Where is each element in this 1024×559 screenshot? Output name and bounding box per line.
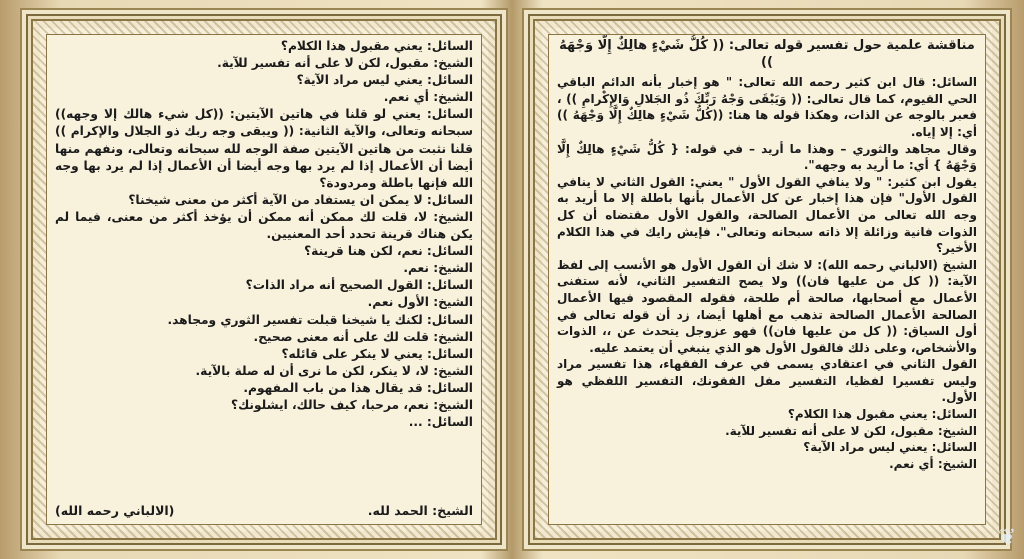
closing-line: الشيخ: الحمد لله. [367, 503, 473, 518]
signature: (الالباني رحمه الله) [55, 503, 175, 518]
left-page-content-area [46, 34, 482, 525]
left-line: السائل: يعني ليس مراد الآية؟ [296, 73, 473, 88]
right-page-text [549, 35, 985, 472]
left-page-ornamental-border [33, 21, 495, 538]
right-line: وقال مجاهد والثوري – وهذا ما أريد – في قوله: { كُلُّ شَيْءٍ هالِكٌ إِلَّا وَجْهَهُ } أي: ما أريد به وجهه". [557, 141, 977, 173]
left-line: السائل: يعني لا ينكر على قائله؟ [281, 346, 473, 361]
left-page [20, 8, 508, 551]
left-line: السائل: لا يمكن ان يستفاد من الآية أكثر من معنى شيخنا؟ [128, 192, 473, 207]
right-line: الشيخ (الالباني رحمه الله): لا شك أن القول الأول هو الأنسب إلى لفظ الآية: (( كل من عليها فان)) ولا يصح التفسير الثاني، لأنه ستفنى الأعمال مع أصحابها، صالحة أم طلحة، فقوله المقصود فيها الأعمال الصالحة الأعمال الصالحة تذهب مع أهلها أيضا، زد أن قوله تعالى في أول السياق: (( كل من عليها فان)) فهو عزوجل يتحدث عن ،، الذوات والأشخاص، وعلى ذلك فالقول الأول هو الذي ينبغي أن يعتمد عليه. [557, 257, 977, 355]
page-title: مناقشة علمية حول تفسير قوله تعالى: (( كُلُّ شَيْءٍ هالِكٌ إِلَّا وَجْهَهُ )) [559, 38, 975, 70]
left-line: السائل: يعني مقبول هذا الكلام؟ [280, 39, 473, 53]
left-line: السائل: لكنك يا شيخنا قبلت تفسير الثوري ومجاهد. [167, 312, 473, 327]
right-page-content-area [548, 34, 986, 525]
left-page-footer [55, 503, 473, 518]
right-line: السائل: يعني مقبول هذا الكلام؟ [787, 407, 977, 422]
left-line: الشيخ: قلت لك على أنه معنى صحيح. [253, 329, 473, 344]
left-line: الشيخ: لا، قلت لك ممكن أنه ممكن أن يؤخذ أكثر من معنى، فيما لم يكن هناك قرينة تحدد أحد المعنيين. [55, 209, 473, 242]
left-line: الشيخ: مقبول، لكن لا على أنه تفسير للآية. [217, 56, 473, 71]
left-page-text [47, 35, 481, 431]
left-line: الشيخ: أي نعم. [383, 90, 473, 105]
white-leaf-ornament-icon: ❦ [997, 525, 1017, 550]
right-page [522, 8, 1012, 551]
left-line: الشيخ: نعم، مرحبا، كيف حالك، ايشلونك؟ [231, 397, 473, 412]
right-line: يقول ابن كثير: " ولا ينافي القول الأول " يعني: القول الثاني لا ينافي القول الأول" فإن هذا إخبار عن كل الأعمال بأنها باطلة إلا ما أريد به وجه الله تعالى من الأعمال الصالحة، والقول الأول مقتضاه أن كل الذوات فانية وزائلة إلا ذاته سبحانه وتعالى". فإيش رايك في هذا الكلام الأخير؟ [557, 174, 977, 256]
right-page-ornamental-border [535, 21, 999, 538]
right-line: الشيخ: مقبول، لكن لا على أنه تفسير للآية. [725, 423, 977, 438]
left-line: السائل: ... [408, 415, 473, 430]
right-line: الشيخ: أي نعم. [889, 456, 977, 471]
left-line: السائل: قد يقال هذا من باب المفهوم. [243, 380, 473, 395]
right-line: السائل: يعني ليس مراد الآية؟ [803, 440, 977, 455]
left-line: السائل: القول الصحيح أنه مراد الذات؟ [245, 278, 473, 293]
left-line: الشيخ: لا، لا ينكر، لكن ما نرى أن له صلة بالآية. [195, 363, 473, 378]
left-line: الشيخ: نعم. [403, 261, 473, 276]
left-line: السائل: يعني لو قلنا في هاتين الآيتين: ((كل شيء هالك إلا وجهه)) سبحانه وتعالى، والآية الثانية: (( ويبقى وجه ربك ذو الجلال والإكرام )) قلنا نثبت من هاتين الآيتين صفة الوجه لله سبحانه وتعالى، ونفهم منها أيضا أن الأعمال إذا لم يرد بها وجه أيضا أن الأعمال إذا لم يرد بها وجه الله فإنها باطلة ومردودة؟ [55, 107, 473, 190]
right-line: السائل: قال ابن كثير رحمه الله تعالى: " هو إخبار بأنه الدائم الباقي الحي القيوم، كما قال تعالى: (( وَيَبْقَى وَجْهُ رَبِّكَ ذُو الجَلالِ وَالإِكْرامِ )) ، فعبر بالوجه عن الذات، وهكذا قوله ها هنا: ((كُلُّ شَيْءٍ هالِكٌ إِلَّا وَجْهَهُ )) أي: إلا إياه. [557, 75, 977, 139]
left-line: السائل: نعم، لكن هنا قرينة؟ [304, 244, 473, 259]
left-line: الشيخ: الأول نعم. [367, 295, 473, 310]
right-line: القول الثاني في اعتقادي يسمى في عرف الفقهاء، هذا تفسير مراد وليس تفسيرا لفظيا، التفسير مفل الفقونك، التفسير اللفظي هو الأول. [557, 357, 977, 405]
